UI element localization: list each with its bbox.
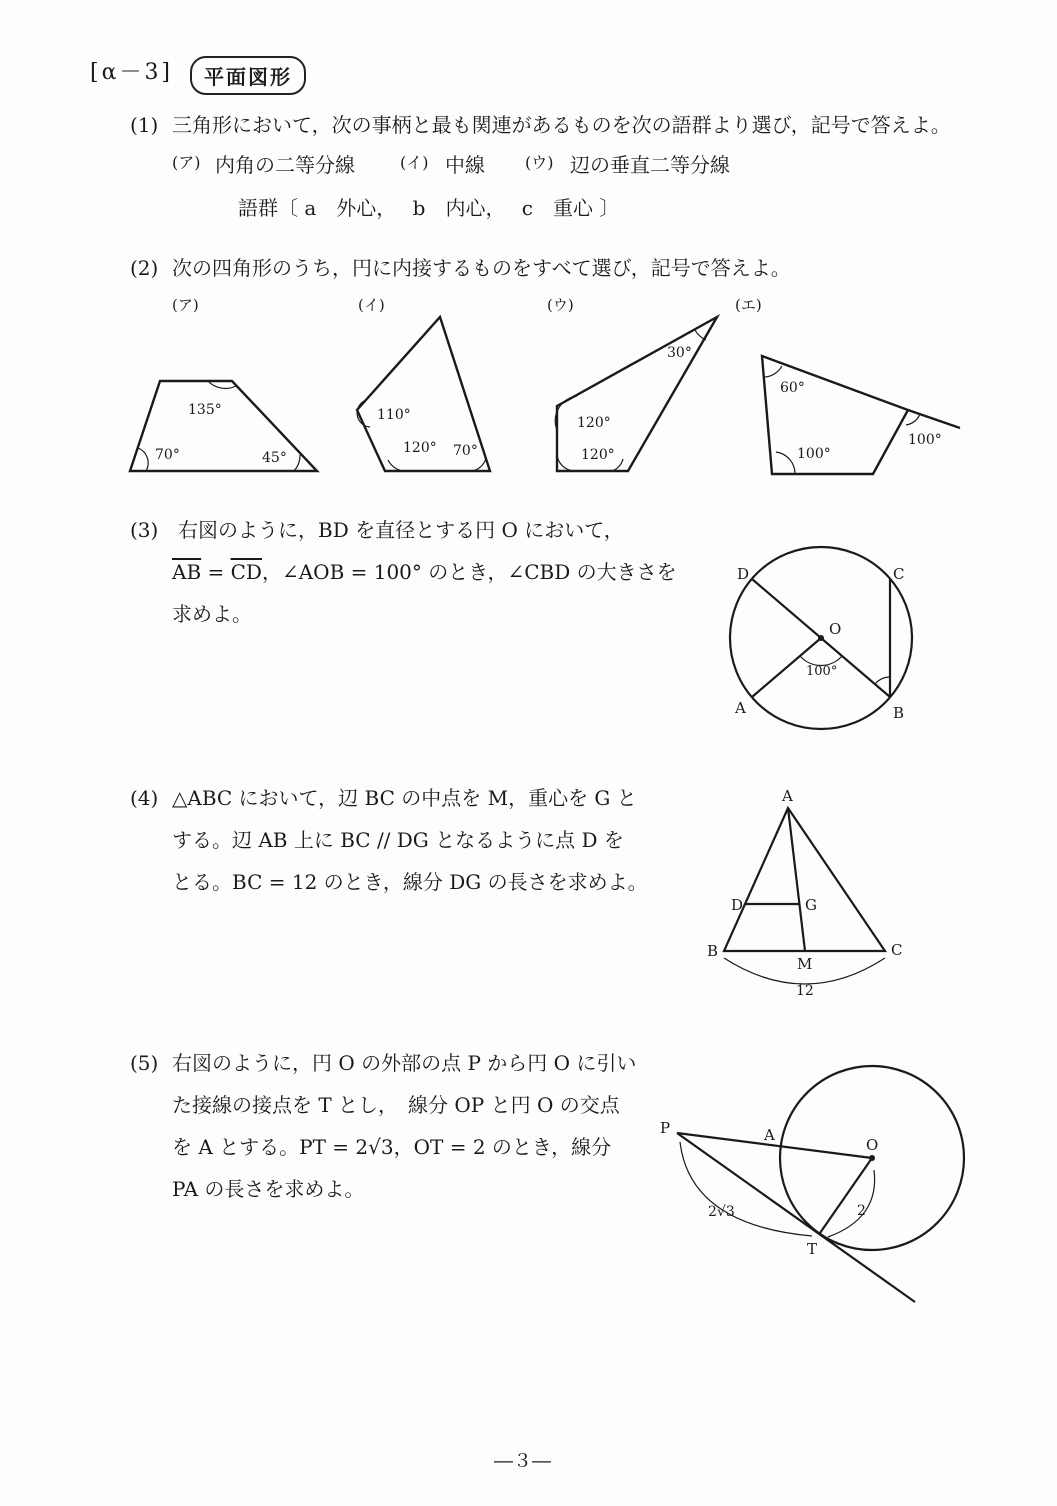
q2-fig-d-mark: (エ) [735,296,762,314]
q2-fig-b-mark: (イ) [358,296,385,314]
q4-number: (4) [130,786,159,810]
q4-label-b: B [707,942,719,960]
q5-number: (5) [130,1051,159,1075]
q5-label-t: T [807,1240,818,1258]
q1-word-group: 語群〔 a 外心， b 内心， c 重心 〕 [238,196,620,220]
q3-line1: 右図のように，BD を直径とする円 O において， [178,518,624,542]
q2-text: 次の四角形のうち，円に内接するものをすべて選び，記号で答えよ。 [172,256,791,280]
q5-line4: PA の長さを求めよ。 [172,1177,365,1201]
q5-length-pt: 2√3 [708,1204,735,1220]
q5-label-p: P [660,1119,671,1137]
q1-item-a-label: 内角の二等分線 [215,153,355,177]
q4-line2: する。辺 AB 上に BC // DG となるように点 D を [172,828,624,852]
q1-text: 三角形において，次の事柄と最も関連があるものを次の語群より選び，記号で答えよ。 [172,113,951,137]
q2-b-angle-right: 70° [453,443,478,459]
q1-item-b-label: 中線 [445,153,485,177]
q2-fig-c-mark: (ウ) [547,296,574,314]
q2-c-angle-top: 30° [667,345,692,361]
q2-b-angle-left: 110° [377,407,411,423]
q1-item-c-label: 辺の垂直二等分線 [570,153,730,177]
q4-label-g: G [805,896,817,914]
q4-label-d: D [731,896,744,914]
q2-b-angle-bottom: 120° [403,440,437,456]
q3-label-b: B [893,704,905,722]
q4-label-c: C [891,941,903,959]
q4-line1: △ABC において，辺 BC の中点を M，重心を G と [172,786,637,810]
q3-label-d: D [737,565,750,583]
q4-length-label: 12 [796,983,814,999]
section-code: [α－3] [90,60,174,85]
q2-a-angle-top: 135° [188,402,222,418]
q5-label-o: O [866,1136,879,1154]
q2-c-angle-bottom: 120° [581,447,615,463]
q5-length-ot: 2 [857,1203,866,1219]
q3-angle-label: 100° [806,664,838,679]
q5-line1: 右図のように，円 O の外部の点 P から円 O に引い [172,1051,637,1075]
q1-item-b-mark: (イ) [400,153,429,172]
q3-label-o: O [829,620,842,638]
q2-number: (2) [130,256,159,280]
q3-label-a: A [735,699,746,717]
q3-arc-cd: $\overline{CD}$ [230,560,262,584]
q5-line3: を A とする。PT = 2√3，OT = 2 のとき，線分 [172,1135,612,1159]
q4-line3: とる。BC = 12 のとき，線分 DG の長さを求めよ。 [172,870,648,894]
q3-equals: = [201,560,231,584]
q3-line3: 求めよ。 [172,602,252,626]
section-topic-badge: 平面図形 [190,56,306,95]
q2-d-angle-top: 60° [780,380,805,396]
q3-label-c: C [893,565,905,583]
q2-d-angle-bottom: 100° [797,446,831,462]
q2-a-angle-right: 45° [262,450,287,466]
q5-label-a: A [764,1126,775,1144]
q4-label-m: M [797,955,813,973]
q2-c-angle-left: 120° [577,415,611,431]
q2-a-angle-left: 70° [155,447,180,463]
q5-line2: た接線の接点を T とし， 線分 OP と円 O の交点 [172,1093,620,1117]
q1-item-c-mark: (ウ) [525,153,554,172]
q2-fig-a-mark: (ア) [172,296,199,314]
q2-d-angle-exterior: 100° [908,432,942,448]
q4-label-a: A [782,787,793,805]
q3-line2-rest: ，∠AOB = 100° のとき，∠CBD の大きさを [261,560,677,584]
page-number: ―３― [494,1450,552,1472]
q3-number: (3) [130,518,159,542]
q1-item-a-mark: (ア) [172,153,201,172]
q3-arc-ab: $\overline{AB}$ [172,560,202,584]
q1-number: (1) [130,113,159,137]
